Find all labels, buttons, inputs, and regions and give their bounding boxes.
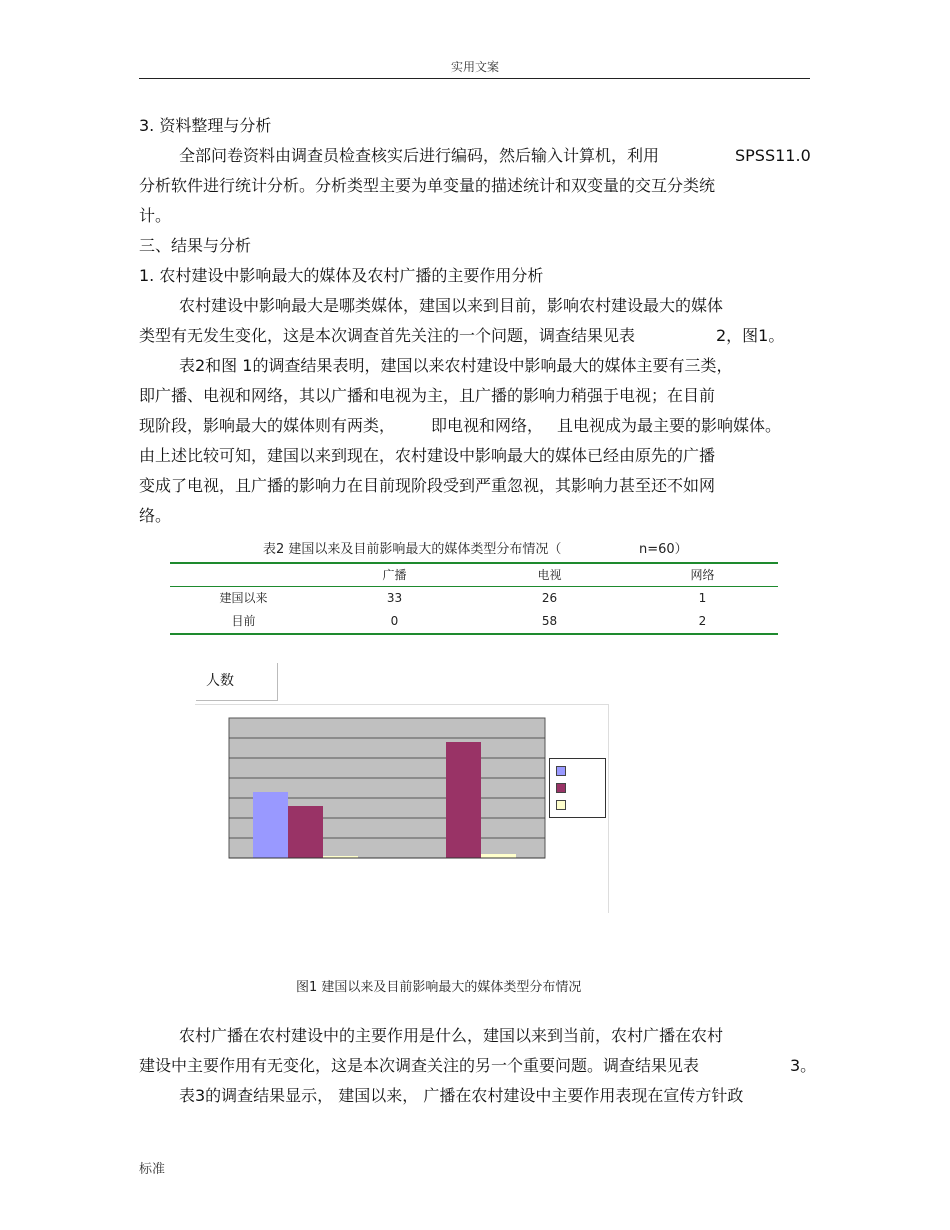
paragraph-line: 2，图1。 [716,326,785,345]
paragraph-line: 变成了电视，且广播的影响力在目前现阶段受到严重忽视，其影响力甚至还不如网 [139,476,716,495]
bar-2-1 [288,806,323,858]
table-cell: 目前 [231,614,256,628]
table-header-cell: 电视 [537,568,562,582]
chart-legend [549,758,606,818]
paragraph-line: SPSS11.0 [735,146,811,165]
bar-2-2 [446,742,481,858]
paragraph-line: 且电视成为最主要的影响媒体。 [557,416,782,435]
page-header: 实用文案 [450,60,499,74]
bar-3-2 [481,854,516,858]
bar-1-1 [253,792,288,858]
paragraph-line: 分析软件进行统计分析。分析类型主要为单变量的描述统计和双变量的交互分类统 [139,176,716,195]
paragraph-line: 3。 [790,1056,817,1075]
section-heading: 三、结果与分析 [139,236,252,255]
page-footer: 标准 [139,1162,166,1177]
paragraph-line: 现阶段，影响最大的媒体则有两类， [139,416,396,435]
section-heading: 3. 资料整理与分析 [139,116,272,135]
paragraph-line: 建设中主要作用有无变化，这是本次调查关注的另一个重要问题。调查结果见表 [139,1056,700,1075]
table-caption: 表2 建国以来及目前影响最大的媒体类型分布情况（ [263,542,562,557]
figure-caption: 图1 建国以来及目前影响最大的媒体类型分布情况 [296,980,582,995]
table-cell: 2 [698,613,707,628]
paragraph-line: 由上述比较可知，建国以来到现在，农村建设中影响最大的媒体已经由原先的广播 [139,446,716,465]
table-header-cell: 网络 [690,568,715,582]
paragraph-line: 即电视和网络， [431,416,544,435]
legend-swatch-dianshi [556,783,566,793]
paragraph-line: 农村建设中影响最大是哪类媒体，建国以来到目前，影响农村建设最大的媒体 [179,296,724,315]
paragraph-line: 全部问卷资料由调查员检查核实后进行编码，然后输入计算机，利用 [179,146,660,165]
paragraph-line: 表3的调查结果显示， 建国以来， 广播在农村建设中主要作用表现在宣传方针政 [179,1086,744,1105]
paragraph-line: 络。 [139,506,172,525]
paragraph-line: 计。 [139,206,172,225]
legend-swatch-guangbo [556,766,566,776]
table-cell: 33 [386,590,403,605]
legend-swatch-wangluo [556,800,566,810]
table-cell: 建国以来 [219,591,268,605]
table-cell: 26 [541,590,558,605]
subsection-heading: 1. 农村建设中影响最大的媒体及农村广播的主要作用分析 [139,266,544,285]
table-header-cell: 广播 [382,568,407,582]
table-cell: 58 [541,613,558,628]
paragraph-line: 即广播、电视和网络，其以广播和电视为主，且广播的影响力稍强于电视；在目前 [139,386,716,405]
table-caption: n=60） [639,542,688,557]
table-cell: 1 [698,590,707,605]
paragraph-line: 农村广播在农村建设中的主要作用是什么，建国以来到当前，农村广播在农村 [179,1026,724,1045]
paragraph-line: 类型有无发生变化，这是本次调查首先关注的一个问题，调查结果见表 [139,326,636,345]
table-cell: 0 [390,613,399,628]
figure-ylabel-box: 人数 [196,663,278,701]
paragraph-line: 表2和图 1的调查结果表明，建国以来农村建设中影响最大的媒体主要有三类， [179,356,733,375]
